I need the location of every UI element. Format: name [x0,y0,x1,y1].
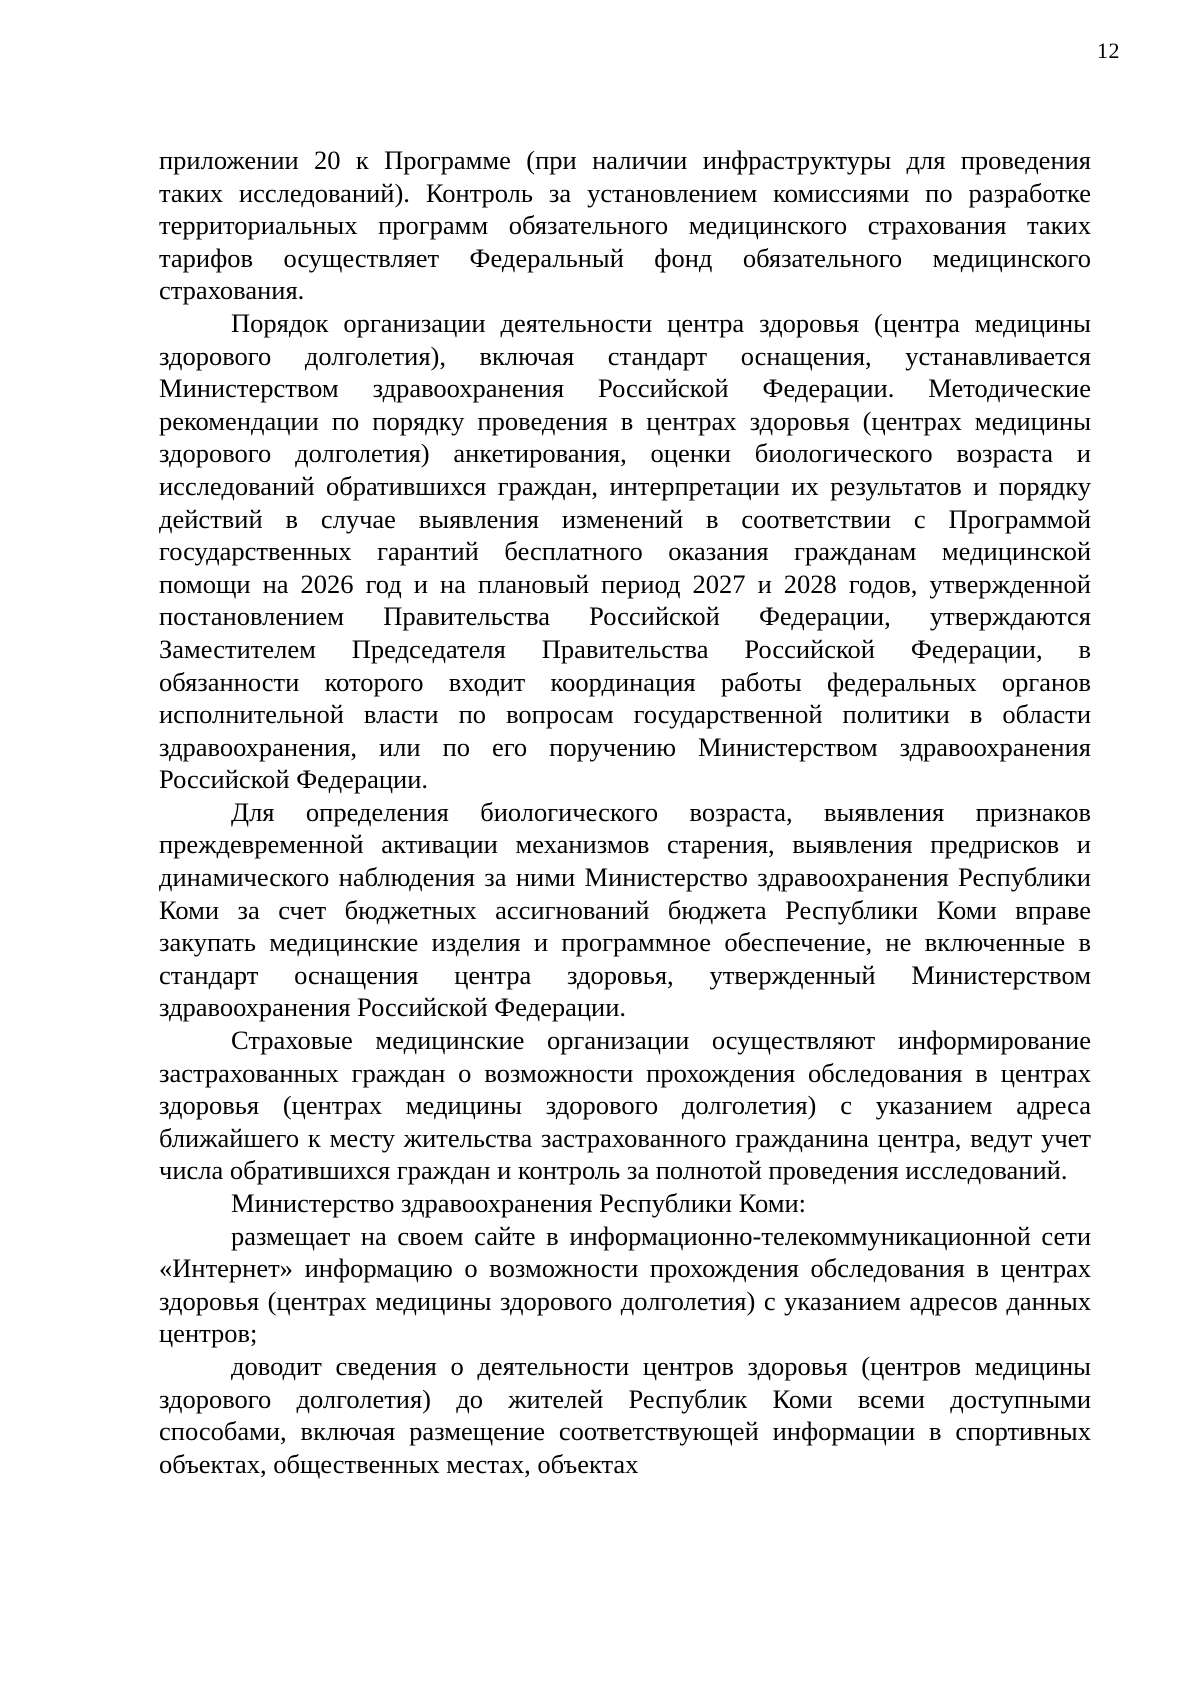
paragraph-insurance-organizations: Страховые медицинские организации осуществляют информирование застрахованных граждан о возможности прохождения обследования в центрах здоровья (центрах медицины здорового долголетия) с указанием адреса ближайшего к месту жительства застрахованного гражданина центра, ведут учет числа обратившихся граждан и контроль за полнотой проведения исследований. [159,1025,1091,1186]
page-number: 12 [1097,38,1120,63]
document-body [159,144,1091,1480]
paragraph-continuation: приложении 20 к Программе (при наличии инфраструктуры для проведения таких исследований). Контроль за установлением комиссиями по разработке территориальных программ обязательного медицинского страхования таких тарифов осуществляет Федеральный фонд обязательного медицинского страхования. [159,145,1091,306]
paragraph-website-info: размещает на своем сайте в информационно-телекоммуникационной сети «Интернет» информацию о возможности прохождения обследования в центрах здоровья (центрах медицины здорового долголетия) с указанием адресов данных центров; [159,1220,1091,1349]
paragraph-ministry-heading: Министерство здравоохранения Республики Коми: [231,1188,807,1218]
paragraph-communicates-info: доводит сведения о деятельности центров здоровья (центров медицины здорового долголетия) до жителей Республик Коми всеми доступными способами, включая размещение соответствующей информации в спортивных объектах, общественных местах, объектах [159,1350,1091,1479]
paragraph-biological-age: Для определения биологического возраста, выявления признаков преждевременной активации механизмов старения, выявления предрисков и динамического наблюдения за ними Министерство здравоохранения Республики Коми за счет бюджетных ассигнований бюджета Республики Коми вправе закупать медицинские изделия и программное обеспечение, не включенные в стандарт оснащения центра здоровья, утвержденный Министерством здравоохранения Российской Федерации. [159,796,1091,1023]
paragraph-health-center-procedure: Порядок организации деятельности центра здоровья (центра медицины здорового долголетия), включая стандарт оснащения, устанавливается Министерством здравоохранения Российской Федерации. Методические рекомендации по порядку проведения в центрах здоровья (центрах медицины здорового долголетия) анкетирования, оценки биологического возраста и исследований обратившихся граждан, интерпретации их результатов и порядку действий в случае выявления изменений в соответствии с Программой государственных гарантий бесплатного оказания гражданам медицинской помощи на 2026 год и на плановый период 2027 и 2028 годов, утвержденной постановлением Правительства Российской Федерации, утверждаются Заместителем Председателя Правительства Российской Федерации, в обязанности которого входит координация работы федеральных органов исполнительной власти по вопросам государственной политики в области здравоохранения, или по его поручению Министерством здравоохранения Российской Федерации. [159,307,1091,795]
